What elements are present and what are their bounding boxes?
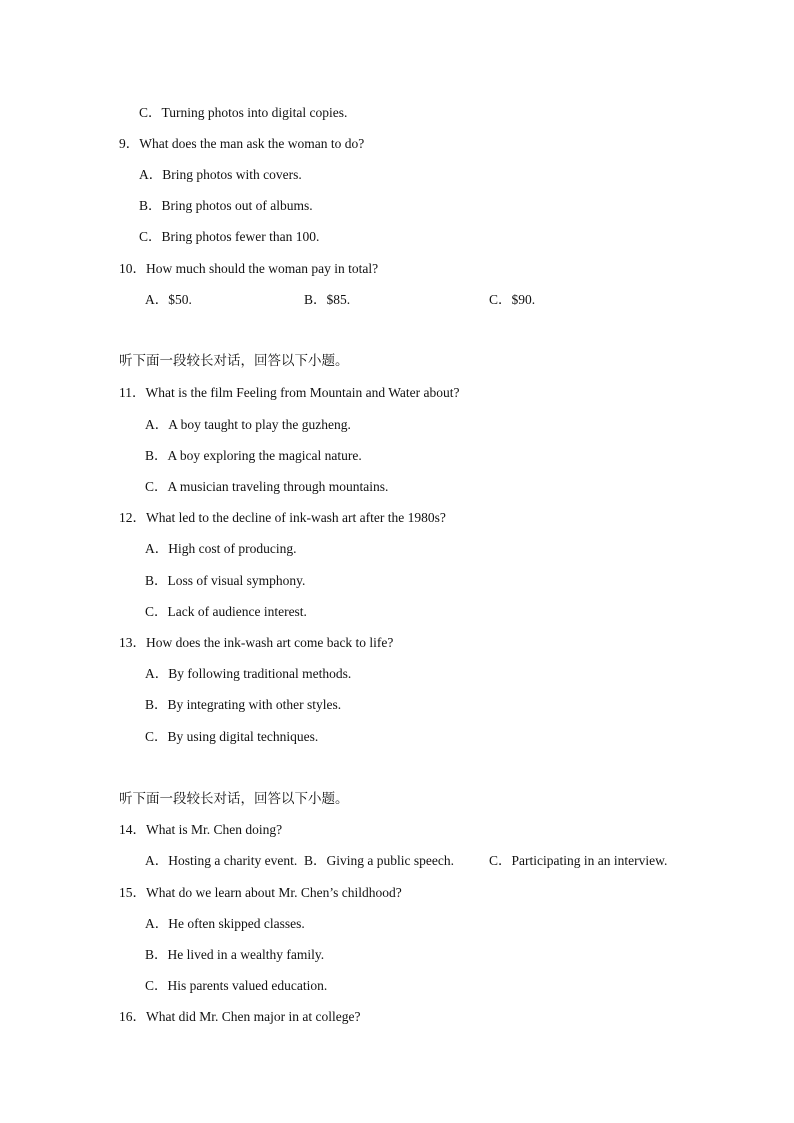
q14-option-a: A．Hosting a charity event. bbox=[145, 853, 298, 868]
q9-option-c: C．Bring photos fewer than 100. bbox=[139, 229, 320, 244]
q10-option-b: B．$85. bbox=[304, 292, 351, 307]
q13-option-b: B．By integrating with other styles. bbox=[145, 697, 342, 712]
q13-question: 13．How does the ink-wash art come back to life? bbox=[119, 635, 394, 650]
q12-option-b: B．Loss of visual symphony. bbox=[145, 573, 306, 588]
section-heading: 听下面一段较长对话，回答以下小题。 bbox=[119, 353, 349, 368]
q15-option-a: A．He often skipped classes. bbox=[145, 916, 305, 931]
q10-option-a: A．$50. bbox=[145, 292, 192, 307]
q16-question: 16．What did Mr. Chen major in at college? bbox=[119, 1009, 361, 1024]
q11-option-c: C．A musician traveling through mountains. bbox=[145, 479, 389, 494]
section-heading: 听下面一段较长对话，回答以下小题。 bbox=[119, 791, 349, 806]
q14-option-b: B．Giving a public speech. bbox=[304, 853, 454, 868]
q9-option-a: A．Bring photos with covers. bbox=[139, 167, 302, 182]
q12-option-c: C．Lack of audience interest. bbox=[145, 604, 307, 619]
q13-option-a: A．By following traditional methods. bbox=[145, 666, 352, 681]
q9-option-b: B．Bring photos out of albums. bbox=[139, 198, 313, 213]
q15-option-c: C．His parents valued education. bbox=[145, 978, 328, 993]
q12-option-a: A．High cost of producing. bbox=[145, 541, 297, 556]
q11-option-b: B．A boy exploring the magical nature. bbox=[145, 448, 362, 463]
q13-option-c: C．By using digital techniques. bbox=[145, 729, 319, 744]
q14-option-c: C．Participating in an interview. bbox=[489, 853, 668, 868]
q11-option-a: A．A boy taught to play the guzheng. bbox=[145, 417, 351, 432]
q10-question: 10．How much should the woman pay in total? bbox=[119, 261, 379, 276]
q14-question: 14．What is Mr. Chen doing? bbox=[119, 822, 283, 837]
q15-option-b: B．He lived in a wealthy family. bbox=[145, 947, 325, 962]
q9-question: 9．What does the man ask the woman to do? bbox=[119, 136, 365, 151]
q15-question: 15．What do we learn about Mr. Chen’s childhood? bbox=[119, 885, 402, 900]
q8-option-c: C．Turning photos into digital copies. bbox=[139, 105, 348, 120]
q11-question: 11．What is the film Feeling from Mountain and Water about? bbox=[119, 385, 460, 400]
q12-question: 12．What led to the decline of ink-wash art after the 1980s? bbox=[119, 510, 446, 525]
q10-option-c: C．$90. bbox=[489, 292, 536, 307]
